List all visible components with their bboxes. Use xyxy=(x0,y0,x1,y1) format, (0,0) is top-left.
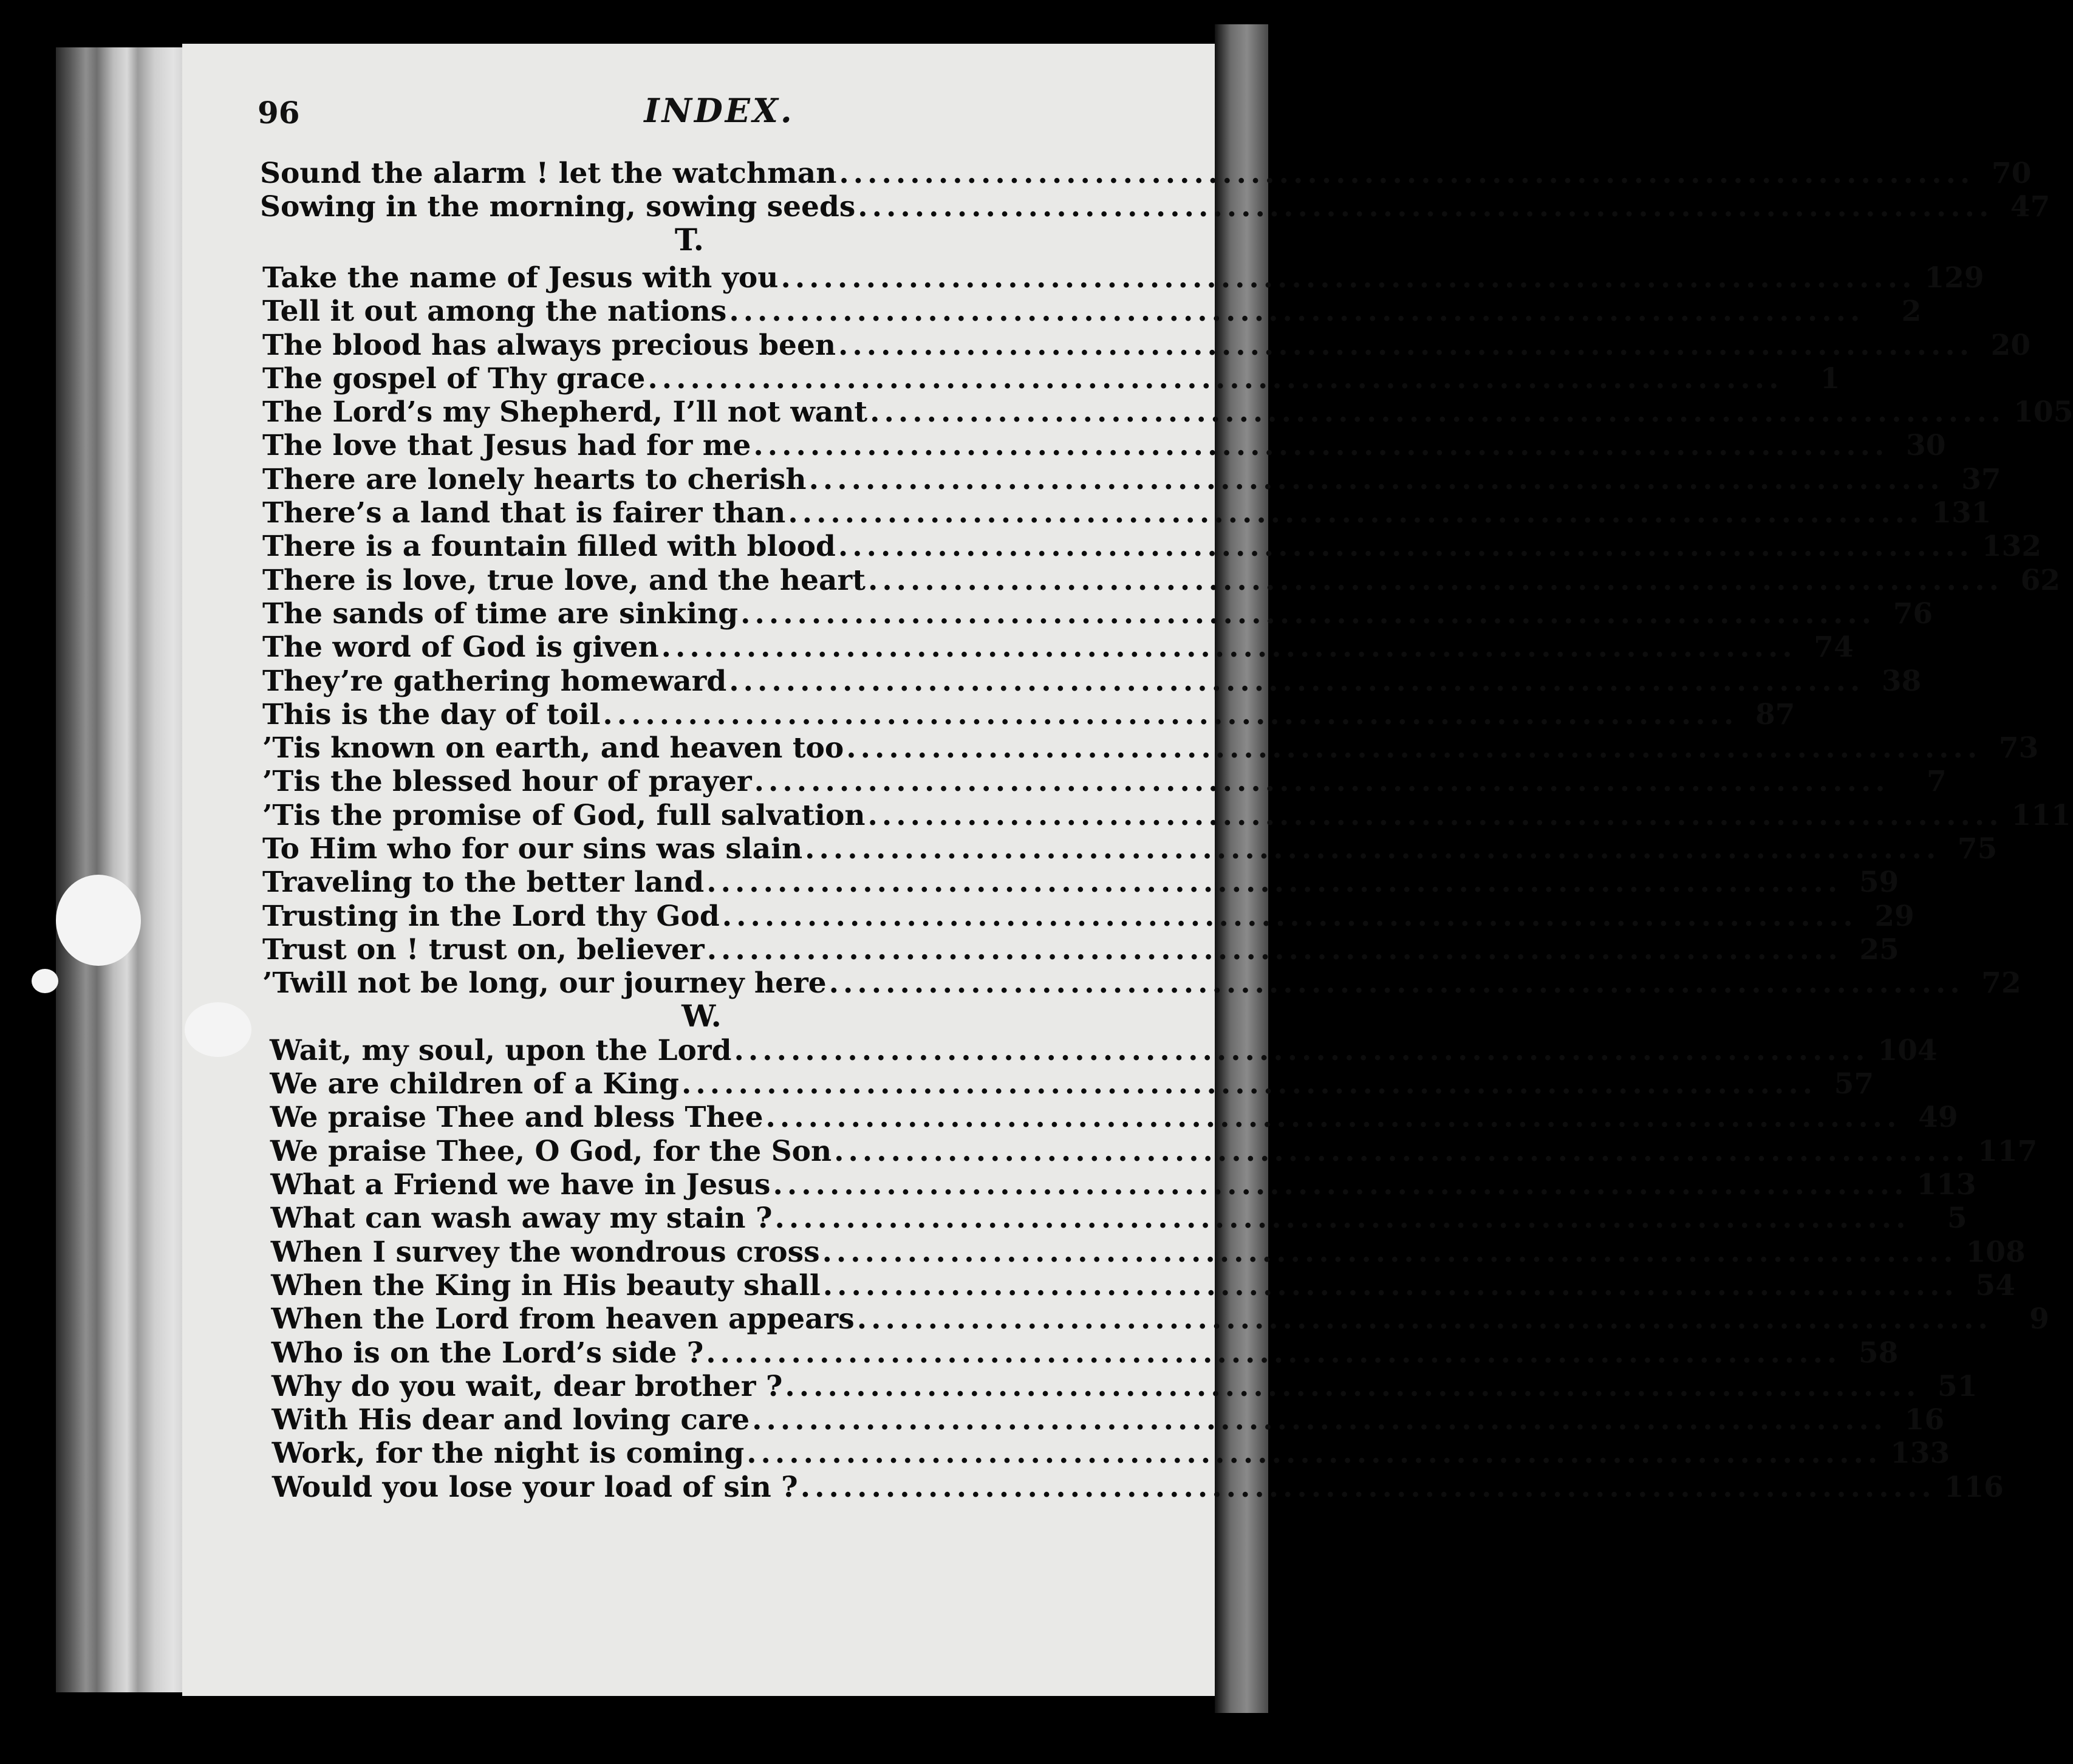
entry-page-number: 9 xyxy=(2029,1302,2049,1336)
entry-title: Wait, my soul, upon the Lord xyxy=(270,1033,732,1067)
entry-page-number: 25 xyxy=(1859,932,1899,966)
page-number: 96 xyxy=(258,95,300,131)
index-entry xyxy=(270,1067,1874,1101)
entry-page-number: 76 xyxy=(1893,597,1933,631)
index-entry xyxy=(262,261,1984,295)
paper-damage-spot xyxy=(185,1002,251,1057)
book-page-edges xyxy=(56,47,193,1692)
dot-leader: ................................................................................ xyxy=(774,1202,1910,1236)
index-entry xyxy=(262,295,1922,329)
index-entry xyxy=(271,1268,2015,1303)
entry-page-number: 16 xyxy=(1904,1403,1945,1437)
entry-title: There are lonely hearts to cherish xyxy=(262,462,807,496)
entry-page-number: 104 xyxy=(1877,1033,1938,1067)
index-entry xyxy=(262,328,2031,363)
dot-leader: ................................................................................ xyxy=(856,1302,1992,1336)
entry-title: The sands of time are sinking xyxy=(262,597,739,631)
entry-page-number: 58 xyxy=(1858,1336,1899,1370)
entry-title: The blood has always precious been xyxy=(262,328,836,362)
entry-title: They’re gathering homeward xyxy=(262,664,727,698)
entry-title: What a Friend we have in Jesus xyxy=(270,1168,771,1202)
entry-page-number: 29 xyxy=(1874,899,1914,933)
index-entry xyxy=(262,496,1992,530)
entry-page-number: 87 xyxy=(1755,697,1795,731)
page-header xyxy=(258,91,1144,140)
dot-leader: ................................................................................ xyxy=(603,697,1738,731)
entry-page-number: 73 xyxy=(1998,731,2039,765)
entry-title: ’Tis the blessed hour of prayer xyxy=(262,765,752,799)
dot-leader: ................................................................................ xyxy=(870,395,2006,429)
dot-leader: ................................................................................ xyxy=(858,190,1993,224)
dot-leader: ................................................................................ xyxy=(838,530,1973,564)
index-entry xyxy=(262,429,1946,463)
entry-title: There is love, true love, and the heart xyxy=(262,563,866,597)
dot-leader: ................................................................................ xyxy=(846,731,1982,765)
index-entry xyxy=(262,530,2042,564)
index-entry xyxy=(271,1336,1899,1370)
entry-title: ’Tis the promise of God, full salvation xyxy=(262,798,866,832)
dot-leader: ................................................................................ xyxy=(867,563,2003,597)
entry-title: What can wash away my stain ? xyxy=(270,1202,773,1236)
dot-leader: ................................................................................ xyxy=(785,1369,1921,1403)
index-entry xyxy=(262,697,1795,732)
dot-leader: ................................................................................ xyxy=(746,1437,1882,1471)
dot-leader: ................................................................................ xyxy=(765,1101,1901,1135)
dot-leader: ................................................................................ xyxy=(822,1268,1958,1302)
entry-title: We praise Thee, O God, for the Son xyxy=(270,1134,832,1168)
index-entry xyxy=(262,966,2021,1000)
index-entry xyxy=(271,1302,2049,1336)
entry-page-number: 47 xyxy=(2010,190,2051,224)
entry-page-number: 108 xyxy=(1965,1235,2026,1269)
index-entry xyxy=(272,1403,1945,1437)
dot-leader: ................................................................................ xyxy=(788,496,1924,530)
index-entry xyxy=(260,157,2032,191)
dot-leader: ................................................................................ xyxy=(752,1403,1888,1437)
index-entry xyxy=(270,1033,1938,1068)
entry-page-number: 132 xyxy=(1981,530,2042,564)
dot-leader: ................................................................................ xyxy=(706,866,1842,900)
index-entry xyxy=(262,932,1899,967)
dot-leader: ................................................................................ xyxy=(681,1067,1817,1101)
entry-title: Why do you wait, dear brother ? xyxy=(272,1369,783,1403)
dot-leader: ................................................................................ xyxy=(740,597,1876,631)
entry-page-number: 37 xyxy=(1961,462,2001,496)
entry-page-number: 133 xyxy=(1890,1437,1950,1471)
index-title: INDEX. xyxy=(644,91,794,130)
entry-page-number: 57 xyxy=(1834,1067,1874,1101)
dot-leader: ................................................................................ xyxy=(822,1235,1958,1269)
dot-leader: ................................................................................ xyxy=(800,1470,1936,1504)
entry-page-number: 5 xyxy=(1947,1202,1967,1236)
entry-title: Work, for the night is coming xyxy=(272,1437,745,1471)
entry-page-number: 38 xyxy=(1881,664,1922,698)
entry-title: We are children of a King xyxy=(270,1067,680,1101)
index-entry xyxy=(270,1202,1967,1236)
dot-leader: ................................................................................ xyxy=(838,328,1974,362)
entry-title: When the Lord from heaven appears xyxy=(271,1302,855,1336)
dot-leader: ................................................................................ xyxy=(722,899,1857,933)
index-entry xyxy=(272,1369,1978,1404)
entry-title: Trusting in the Lord thy God xyxy=(262,899,720,933)
paper-damage-spot xyxy=(32,969,58,993)
dot-leader: ................................................................................ xyxy=(867,798,2003,832)
dot-leader: ................................................................................ xyxy=(729,664,1865,698)
entry-page-number: 116 xyxy=(1944,1470,2004,1504)
entry-page-number: 70 xyxy=(1992,157,2032,190)
index-entry xyxy=(262,664,1922,699)
index-entry xyxy=(262,798,2071,833)
dot-leader: ................................................................................ xyxy=(773,1168,1908,1202)
entry-title: With His dear and loving care xyxy=(272,1403,750,1437)
index-entry xyxy=(272,1470,2004,1505)
index-entry xyxy=(262,597,1933,631)
entry-page-number: 59 xyxy=(1859,866,1899,900)
entry-page-number: 72 xyxy=(1981,966,2021,1000)
index-entry xyxy=(262,765,1947,799)
index-entry xyxy=(260,190,2051,224)
dot-leader: ................................................................................ xyxy=(828,966,1964,1000)
entry-title: Would you lose your load of sin ? xyxy=(272,1470,798,1504)
entry-title: Who is on the Lord’s side ? xyxy=(271,1336,704,1370)
index-entry xyxy=(262,563,2060,598)
entry-title: The love that Jesus had for me xyxy=(262,429,751,463)
index-entry xyxy=(270,1235,2026,1270)
index-entry xyxy=(262,631,1854,665)
entry-title: This is the day of toil xyxy=(262,697,601,731)
index-entry xyxy=(262,395,2073,429)
entry-page-number: 62 xyxy=(2020,563,2060,597)
entry-page-number: 2 xyxy=(1901,295,1922,329)
entry-title: Sound the alarm ! let the watchman xyxy=(260,157,837,190)
dot-leader: ................................................................................ xyxy=(808,462,1944,496)
entry-page-number: 105 xyxy=(2013,395,2073,429)
entry-title: There is a fountain filled with blood xyxy=(262,530,836,564)
entry-title: Sowing in the morning, sowing seeds xyxy=(260,190,856,224)
dot-leader: ................................................................................ xyxy=(805,832,1941,866)
index-entry xyxy=(270,1101,1958,1135)
index-entry xyxy=(262,731,2039,765)
index-entry xyxy=(272,1437,1950,1471)
entry-title: ’Twill not be long, our journey here xyxy=(262,966,827,1000)
index-entry xyxy=(262,462,2001,497)
entry-page-number: 51 xyxy=(1938,1369,1978,1403)
section-letter: W. xyxy=(681,997,722,1034)
entry-title: When the King in His beauty shall xyxy=(271,1268,821,1302)
dot-leader: ................................................................................ xyxy=(729,295,1865,329)
entry-title: We praise Thee and bless Thee xyxy=(270,1101,763,1135)
entry-title: The word of God is given xyxy=(262,631,659,665)
dot-leader: ................................................................................ xyxy=(754,765,1890,799)
entry-title: The gospel of Thy grace xyxy=(262,361,646,395)
entry-title: When I survey the wondrous cross xyxy=(270,1235,820,1269)
entry-page-number: 75 xyxy=(1957,832,1998,866)
index-entry xyxy=(270,1134,2038,1169)
dot-leader: ................................................................................ xyxy=(780,261,1916,295)
entry-title: The Lord’s my Shepherd, I’ll not want xyxy=(262,395,868,429)
index-entry xyxy=(262,361,1840,396)
entry-title: There’s a land that is fairer than xyxy=(262,496,786,530)
paper-damage-spot xyxy=(56,875,141,966)
entry-title: ’Tis known on earth, and heaven too xyxy=(262,731,844,765)
entry-page-number: 54 xyxy=(1975,1268,2015,1302)
entry-page-number: 74 xyxy=(1814,631,1854,665)
entry-page-number: 117 xyxy=(1978,1134,2038,1168)
entry-page-number: 113 xyxy=(1916,1168,1976,1202)
entry-page-number: 129 xyxy=(1924,261,1984,295)
section-letter: T. xyxy=(674,221,705,258)
dot-leader: ................................................................................ xyxy=(753,429,1889,463)
dot-leader: ................................................................................ xyxy=(834,1134,1970,1168)
entry-page-number: 1 xyxy=(1820,361,1840,395)
dot-leader: ................................................................................ xyxy=(647,361,1783,395)
entry-page-number: 111 xyxy=(2011,798,2071,832)
dot-leader: ................................................................................ xyxy=(706,1336,1842,1370)
index-entry xyxy=(262,899,1914,934)
entry-title: Tell it out among the nations xyxy=(262,295,727,329)
entry-page-number: 49 xyxy=(1918,1101,1958,1135)
dot-leader: ................................................................................ xyxy=(734,1033,1870,1067)
entry-title: To Him who for our sins was slain xyxy=(262,832,803,866)
entry-title: Take the name of Jesus with you xyxy=(262,261,779,295)
index-entry xyxy=(270,1168,1976,1202)
dot-leader: ................................................................................ xyxy=(661,631,1797,665)
entry-page-number: 131 xyxy=(1931,496,1992,530)
dot-leader: ................................................................................ xyxy=(706,932,1842,966)
entry-page-number: 30 xyxy=(1906,429,1946,463)
dot-leader: ................................................................................ xyxy=(839,157,1975,190)
entry-title: Trust on ! trust on, believer xyxy=(262,932,705,966)
entry-page-number: 7 xyxy=(1926,765,1947,799)
entry-title: Traveling to the better land xyxy=(262,866,705,900)
index-entry xyxy=(262,866,1899,900)
entry-page-number: 20 xyxy=(1990,328,2031,362)
index-entry xyxy=(262,832,1998,866)
